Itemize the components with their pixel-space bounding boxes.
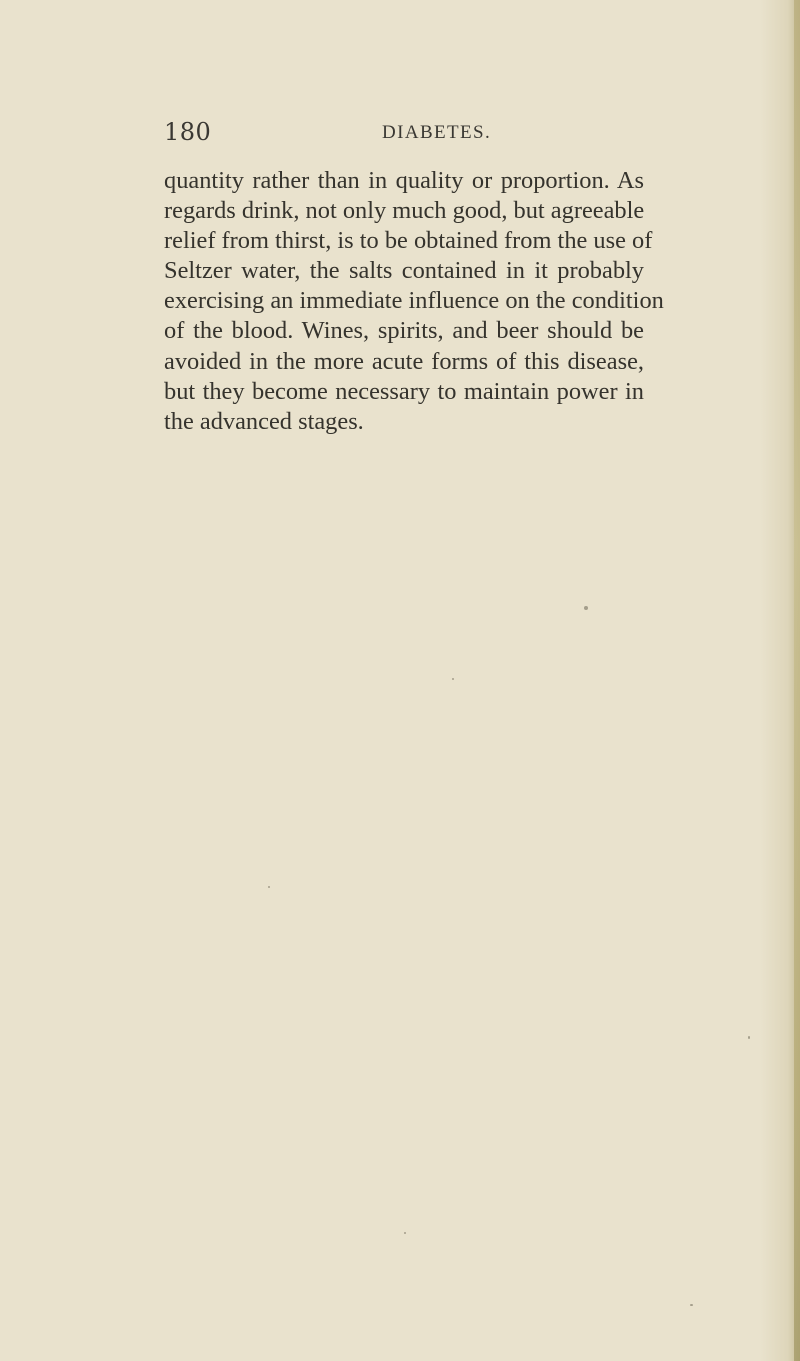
paper-speck	[452, 678, 454, 680]
text-line: exercising an immediate influence on the condition	[164, 287, 664, 315]
text-line: but they become necessary to maintain power in	[164, 377, 644, 405]
paper-speck	[748, 1036, 750, 1039]
page-number: 180	[164, 118, 212, 146]
text-line: regards drink, not only much good, but agreeable	[164, 197, 645, 225]
text-line: avoided in the more acute forms of this disease,	[164, 347, 644, 375]
page-header	[164, 118, 634, 152]
page-edge	[794, 0, 800, 1361]
paper-speck	[584, 606, 588, 610]
paper-speck	[268, 886, 270, 888]
paper-speck	[690, 1304, 693, 1306]
text-line: relief from thirst, is to be obtained from the use of	[164, 227, 653, 255]
running-title: DIABETES.	[382, 122, 492, 143]
text-line: of the blood. Wines, spirits, and beer should be	[164, 317, 644, 345]
body-paragraph	[164, 166, 664, 437]
paper-speck	[404, 1232, 406, 1234]
text-line: Seltzer water, the salts contained in it probably	[164, 257, 644, 285]
text-line: quantity rather than in quality or proportion. As	[164, 167, 644, 194]
text-line: the advanced stages.	[164, 407, 364, 435]
